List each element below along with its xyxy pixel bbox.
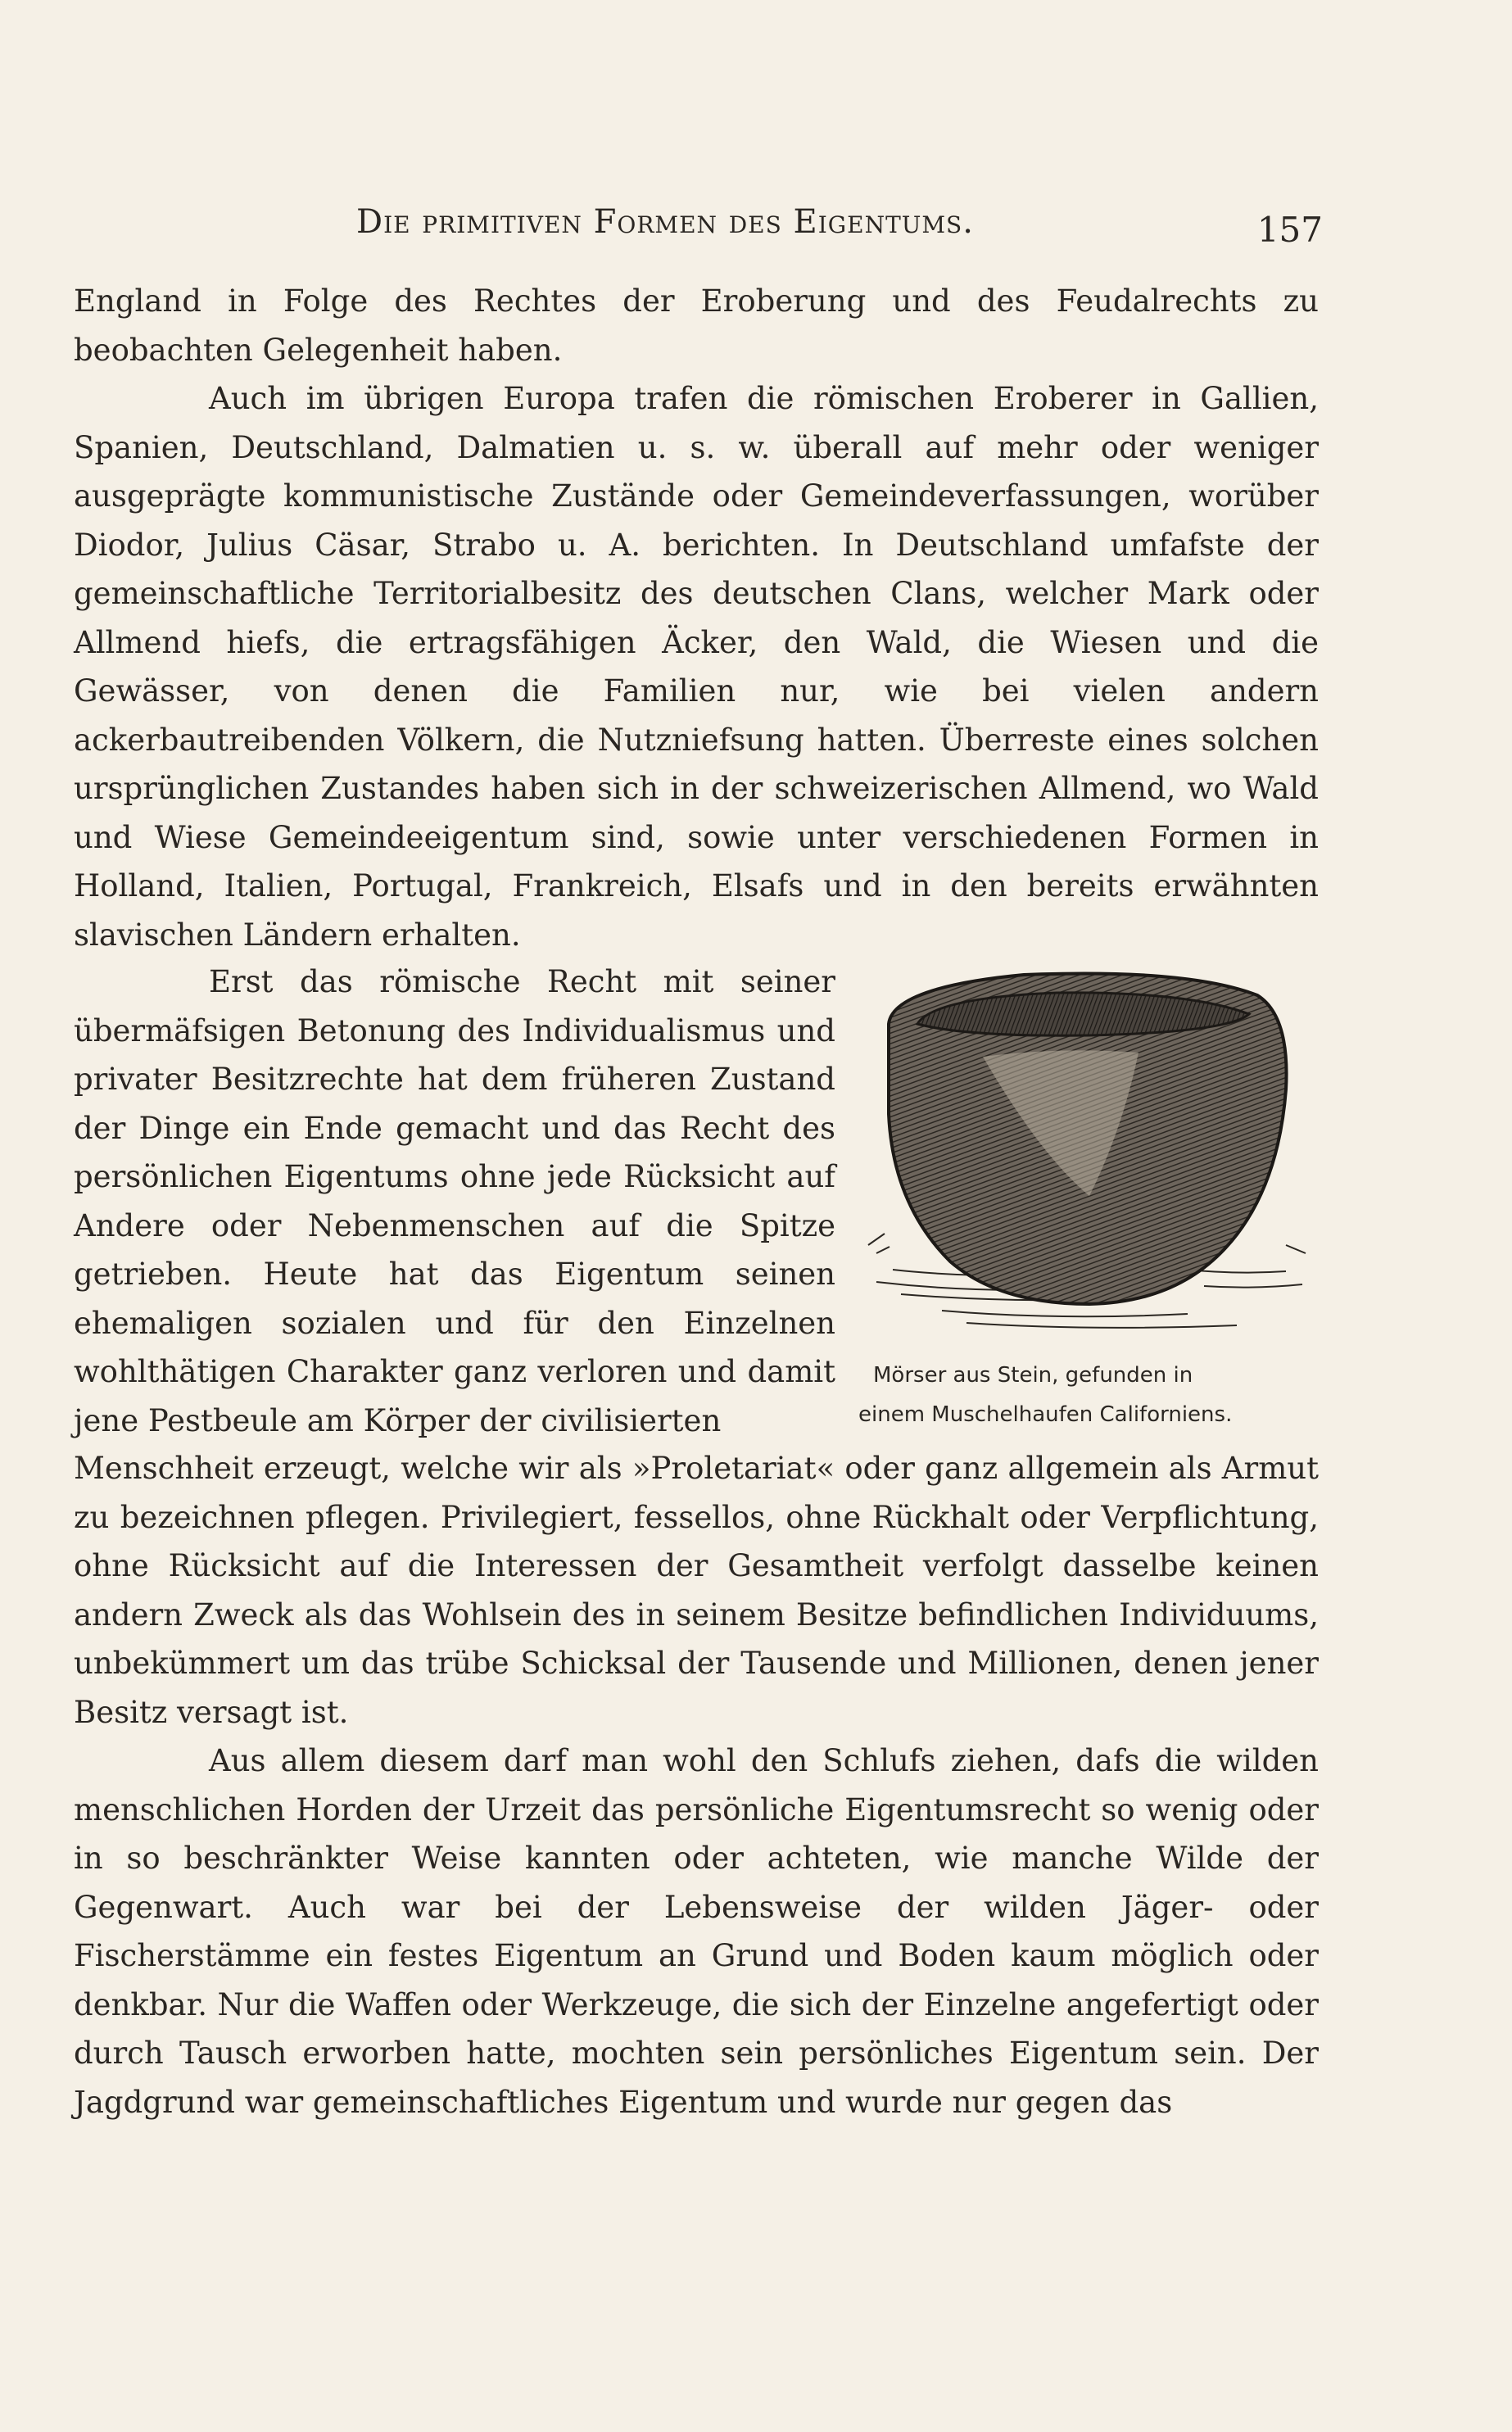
text-block-wrapped (74, 958, 835, 1445)
paragraph-conclusion: Aus allem diesem darf man wohl den Schlufs ziehen, dafs die wilden menschlichen Horden der Urzeit das persönliche Eigentumsrecht so wenig oder in so beschränkter Weise kannten oder achteten, wie manche Wilde der Gegenwart. Auch war bei der Lebensweise der wilden Jäger- oder Fischerstämme ein festes Eigentum an Grund und Boden kaum möglich oder denkbar. Nur die Waffen oder Werkzeuge, die sich der Einzelne angefertigt oder durch Tausch erworben hatte, mochten sein persönliches Eigentum sein. Der Jagdgrund war gemeinschaftliches Eigentum und wurde nur gegen das (74, 1743, 1319, 2120)
stone-mortar-illustration (844, 950, 1335, 1376)
text-block-top (74, 277, 1319, 959)
figure-mortar (844, 950, 1335, 1376)
figure-caption (858, 1356, 1317, 1434)
caption-line-1: Mörser aus Stein, gefunden in (873, 1363, 1193, 1388)
text-block-bottom (74, 1444, 1319, 2126)
running-head (356, 203, 1323, 260)
paragraph-europe: Auch im übrigen Europa trafen die römischen Eroberer in Gallien, Spanien, Deutschland, Dalmatien u. s. w. überall auf mehr oder weniger ausgeprägte kommunistische Zustände oder Gemeindeverfassungen, worüber Diodor, Julius Cäsar, Strabo u. A. berichten. In Deutschland umfafste der gemeinschaftliche Territorialbesitz des deutschen Clans, welcher Mark oder Allmend hiefs, die ertragsfähigen Äcker, den Wald, die Wiesen und die Gewässer, von denen die Familien nur, wie bei vielen andern ackerbautreibenden Völkern, die Nutzniefsung hatten. Überreste eines solchen ursprünglichen Zustandes haben sich in der schweizerischen Allmend, wo Wald und Wiese Gemeindeeigentum sind, sowie unter verschiedenen Formen in Holland, Italien, Portugal, Frankreich, Elsafs und in den bereits erwähnten slavischen Ländern erhalten. (74, 381, 1319, 953)
paragraph-continuation: England in Folge des Rechtes der Eroberung und des Feudalrechts zu beobachten Gelegenheit haben. (74, 283, 1319, 368)
paragraph-roman-law: Erst das römische Recht mit seiner übermäfsigen Betonung des Individualismus und privater Besitzrechte hat dem früheren Zustand der Dinge ein Ende gemacht und das Recht des persönlichen Eigentums ohne jede Rücksicht auf Andere oder Nebenmenschen auf die Spitze getrieben. Heute hat das Eigentum seinen ehemaligen sozialen und für den Einzelnen wohlthätigen Charakter ganz verloren und damit jene Pestbeule am Körper der civilisierten (74, 964, 835, 1438)
caption-line-2: einem Muschelhaufen Californiens. (858, 1402, 1233, 1427)
running-title: Die primitiven Formen des Eigentums. (356, 203, 974, 241)
page-number: 157 (1256, 210, 1323, 250)
paragraph-proletariat: Menschheit erzeugt, welche wir als »Proletariat« oder ganz allgemein als Armut zu bezeichnen pflegen. Privilegiert, fessellos, ohne Rückhalt oder Verpflichtung, ohne Rücksicht auf die Interessen der Gesamtheit verfolgt dasselbe keinen andern Zweck als das Wohlsein des in seinem Besitze befindlichen Individuums, unbekümmert um das trübe Schicksal der Tausende und Millionen, denen jener Besitz versagt ist. (74, 1451, 1319, 1730)
